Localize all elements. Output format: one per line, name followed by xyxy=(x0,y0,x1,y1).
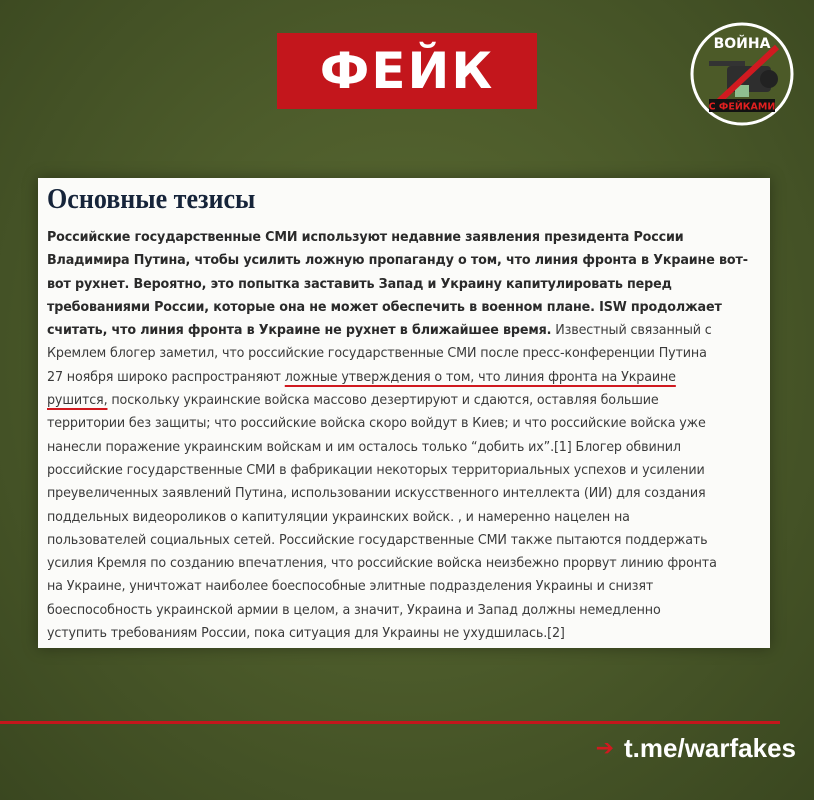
bold-text: считать, что линия фронта в Украине не рухнет в ближайшее время. xyxy=(47,323,552,339)
article-line xyxy=(47,226,728,249)
article-line xyxy=(47,296,728,319)
article-line xyxy=(47,319,728,342)
divider-line xyxy=(0,721,780,724)
body-text: усилия Кремля по созданию впечатления, что российские войска неизбежно прорвут линию фронта xyxy=(47,556,717,572)
article-line xyxy=(47,389,728,412)
article-body xyxy=(47,226,764,645)
article-screenshot-card xyxy=(38,178,770,648)
body-text: 27 ноября широко распространяют xyxy=(47,369,285,385)
article-line xyxy=(47,249,748,272)
article-line xyxy=(47,506,728,529)
article-line xyxy=(47,599,728,622)
article-line xyxy=(47,342,728,365)
article-line xyxy=(47,366,728,389)
svg-text:С ФЕЙКАМИ: С ФЕЙКАМИ xyxy=(708,101,776,113)
article-line xyxy=(47,552,728,575)
war-with-fakes-logo xyxy=(689,21,795,127)
article-heading: Основные тезисы xyxy=(47,184,256,215)
body-text: Кремлем блогер заметил, что российские государственные СМИ после пресс-конференции Путина xyxy=(47,346,707,362)
article-line xyxy=(47,412,728,435)
arrow-icon: ➔ xyxy=(595,736,615,761)
body-text: преувеличенных заявлений Путина, использовании искусственного интеллекта (ИИ) для создания xyxy=(47,486,706,502)
bold-text: требованиями России, которые она не может обеспечить в военном плане. ISW продолжает xyxy=(47,299,722,315)
article-line xyxy=(47,622,728,645)
article-line xyxy=(47,482,728,505)
article-line xyxy=(47,436,728,459)
body-text: боеспособность украинской армии в целом, а значит, Украина и Запад должны немедленно xyxy=(47,602,661,618)
bold-text: Российские государственные СМИ используют недавние заявления президента России xyxy=(47,230,684,245)
body-text: на Украине, уничтожат наиболее боеспособные элитные подразделения Украины и снизят xyxy=(47,579,654,595)
body-text: поскольку украинские войска массово дезертируют и сдаются, оставляя большие xyxy=(107,393,659,409)
underlined-text: рушится, xyxy=(47,393,108,409)
bold-text: вот рухнет. Вероятно, это попытка заставить Запад и Украину капитулировать перед xyxy=(47,276,672,292)
article-line xyxy=(47,459,728,482)
svg-text:ВОЙНА: ВОЙНА xyxy=(713,36,771,52)
fake-banner: ФЕЙК xyxy=(277,33,537,109)
telegram-link[interactable]: t.me/warfakes xyxy=(624,733,796,763)
body-text: поддельных видеороликов о капитуляции украинских войск. , и намеренно нацелен на xyxy=(47,509,630,525)
article-line xyxy=(47,529,728,552)
body-text: пользователей социальных сетей. Российские государственные СМИ также пытаются поддержать xyxy=(47,532,708,548)
article-line xyxy=(47,273,728,296)
body-text: нанесли поражение украинским войскам и им осталось только “добить их”.[1] Блогер обвинил xyxy=(47,439,681,455)
footer xyxy=(596,733,796,764)
article-line xyxy=(47,575,728,598)
body-text: Известный связанный с xyxy=(551,323,712,339)
body-text: российские государственные СМИ в фабрикации некоторых территориальных успехов и усилении xyxy=(47,462,705,478)
body-text: территории без защиты; что российские войска скоро войдут в Киев; и что российские войска уже xyxy=(47,416,706,432)
body-text: уступить требованиям России, пока ситуация для Украины не ухудшилась.[2] xyxy=(47,626,565,642)
underlined-text: ложные утверждения о том, что линия фронта на Украине xyxy=(284,369,676,385)
bold-text: Владимира Путина, чтобы усилить ложную пропаганду о том, что линия фронта в Украине вот- xyxy=(47,253,748,269)
